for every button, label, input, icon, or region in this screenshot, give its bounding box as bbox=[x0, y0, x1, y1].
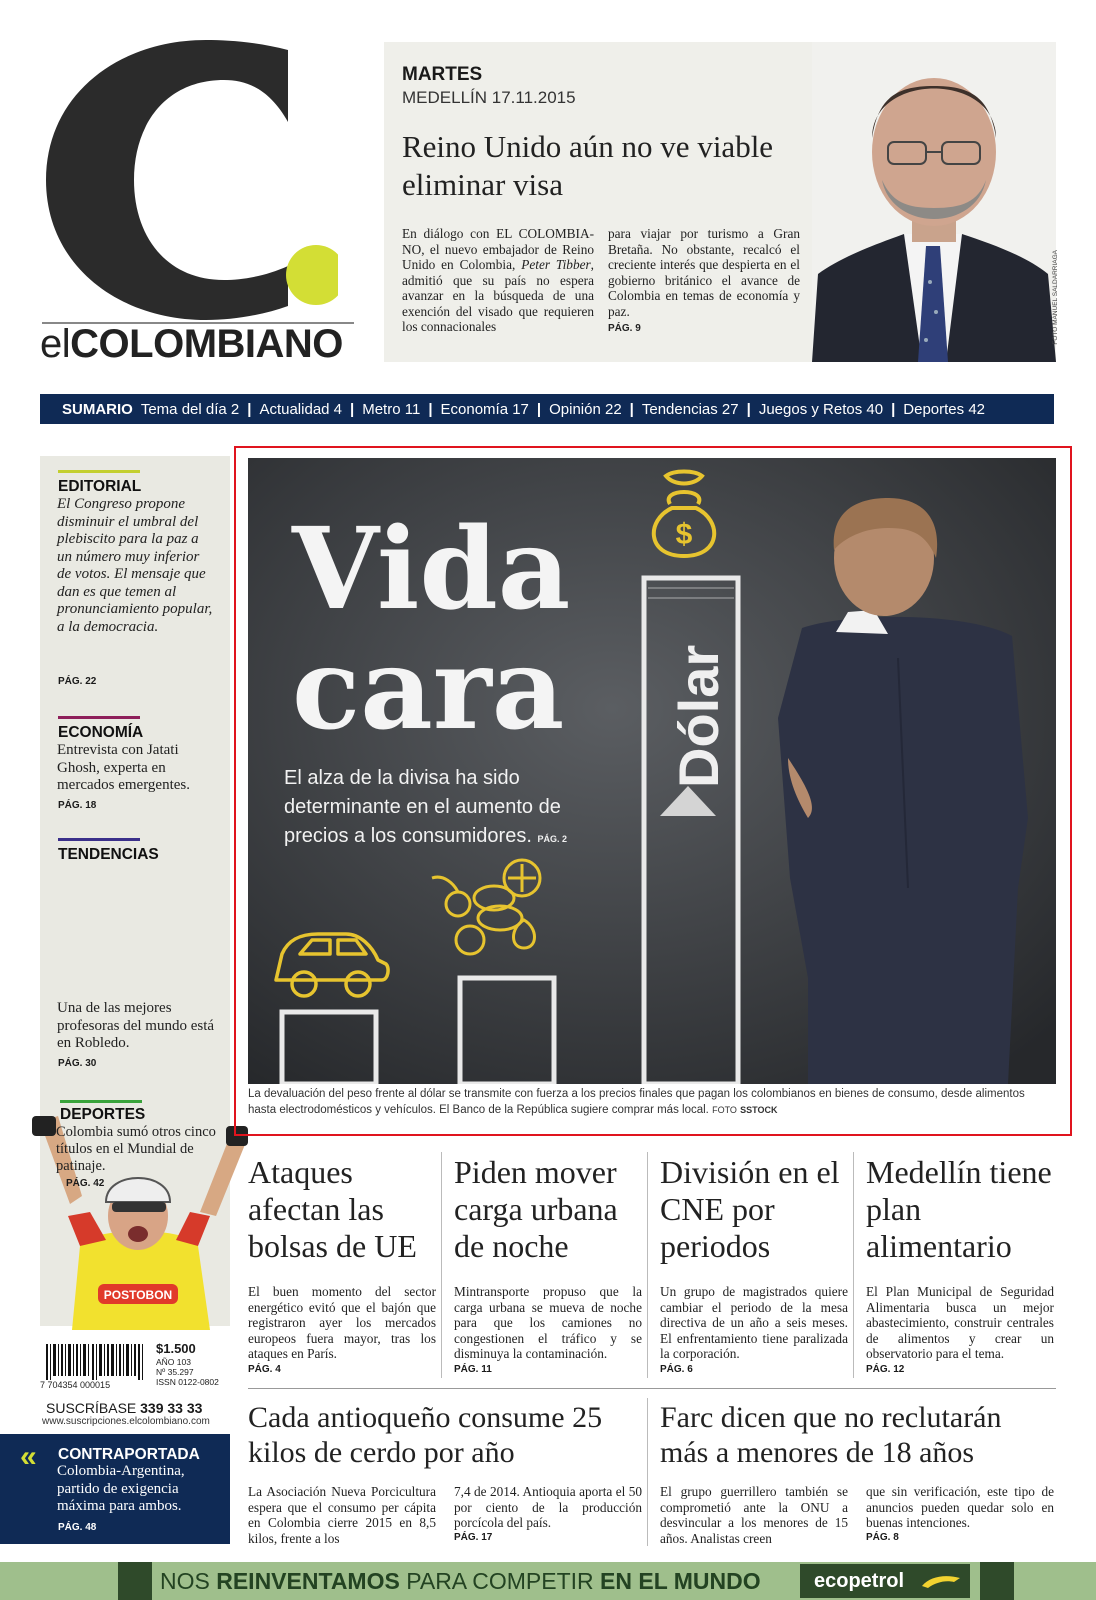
hero-caption bbox=[248, 1087, 1056, 1118]
hero-deck bbox=[284, 764, 624, 854]
economia-page[interactable]: PÁG. 18 bbox=[58, 800, 97, 811]
column-divider bbox=[853, 1152, 854, 1378]
hero-credit-prefix: FOTO bbox=[712, 1104, 737, 1115]
story-page[interactable]: PÁG. 17 bbox=[454, 1532, 493, 1543]
story-text: Mintransporte propuso que la carga urbana se mueva de noche para que los camiones no congestionen el tráfico y se disminuya la contaminación. bbox=[454, 1284, 642, 1361]
sumario-separator: | bbox=[536, 400, 542, 418]
subscribe-url[interactable]: www.suscripciones.elcolombiano.com bbox=[42, 1416, 210, 1427]
contraportada-text: Colombia-Argentina, partido de exigencia máxima para ambos. bbox=[57, 1463, 185, 1514]
column-divider bbox=[441, 1152, 442, 1378]
sumario-separator: | bbox=[350, 400, 355, 418]
sumario-separator: | bbox=[629, 400, 634, 418]
edition-number: Nº 35.297 bbox=[156, 1367, 194, 1377]
sumario-separator: | bbox=[746, 400, 751, 418]
banner-slogan bbox=[160, 1568, 761, 1595]
hero-deck-text: El alza de la divisa ha sido determinante en el aumento de precios a los consumidores. bbox=[284, 767, 561, 847]
story-headline[interactable]: Cada antioqueño consume 25 kilos de cerdo por año bbox=[248, 1401, 603, 1469]
ecopetrol-banner[interactable] bbox=[0, 1562, 1096, 1600]
story-text: El grupo guerrillero también se comprometió ante la ONU a desvincular a los menores de 15 años. Analistas creen bbox=[660, 1484, 848, 1546]
top-story-text-c: para viajar por turismo a Gran Bretaña. No obstante, recalcó el creciente interés que despierta en el gobierno británico el avance de Colombia en temas de economía y paz. bbox=[608, 226, 800, 319]
editorial-rule bbox=[58, 470, 140, 473]
story-text: Un grupo de magistrados quiere cambiar el periodo de la mesa directiva de un año a seis meses. El enfrentamiento tiene paralizada la corporación. bbox=[660, 1284, 848, 1361]
jersey-sponsor: POSTOBON bbox=[103, 1288, 173, 1302]
edition-dateline: MEDELLÍN 17.11.2015 bbox=[402, 88, 576, 107]
issn: ISSN 0122-0802 bbox=[156, 1377, 219, 1387]
brand-name[interactable] bbox=[40, 322, 343, 367]
hero-title-line1: Vida bbox=[292, 504, 571, 635]
dollar-symbol: $ bbox=[675, 518, 693, 551]
contraportada-page[interactable]: PÁG. 48 bbox=[58, 1522, 97, 1533]
sumario-separator: | bbox=[891, 400, 896, 418]
story-page[interactable]: PÁG. 8 bbox=[866, 1532, 899, 1543]
story-headline[interactable]: Farc dicen que no reclutarán más a menores de 18 años bbox=[660, 1401, 1002, 1469]
top-story-text-b: , admitió que su país no espera avanzar en la búsqueda de una exención del visado que requieren los connacionales bbox=[402, 257, 594, 334]
economia-label[interactable]: ECONOMÍA bbox=[58, 724, 144, 741]
iguana-icon bbox=[920, 1568, 964, 1594]
economia-text: Entrevista con Jatati Ghosh, experta en mercados emergentes. bbox=[57, 742, 191, 793]
tendencias-rule bbox=[58, 838, 140, 841]
brand-prefix: el bbox=[40, 322, 71, 366]
story-page[interactable]: PÁG. 4 bbox=[248, 1364, 281, 1375]
subscribe-line[interactable] bbox=[46, 1400, 202, 1416]
chevron-left-icon: « bbox=[20, 1440, 37, 1473]
contraportada-label: CONTRAPORTADA bbox=[58, 1446, 200, 1463]
economia-rule bbox=[58, 716, 140, 719]
top-story-headline[interactable]: Reino Unido aún no ve viable eliminar visa bbox=[402, 129, 774, 202]
sumario-item[interactable]: Economía 17 bbox=[440, 400, 529, 418]
story-headline[interactable]: Medellín tiene plan alimentario bbox=[866, 1154, 1052, 1264]
dollar-bar-label: Dólar bbox=[667, 644, 730, 788]
tendencias-label[interactable]: TENDENCIAS bbox=[58, 846, 159, 863]
brand-wordmark: COLOMBIANO bbox=[70, 322, 343, 366]
story-text: El Plan Municipal de Seguridad Alimentaria busca un mejor abastecimiento, construir centrales de alimentos y crear un observatorio para el tema. bbox=[866, 1284, 1054, 1361]
story-text: El buen momento del sector energético evitó que el bajón que registraron ayer los mercados europeos fuera mayor, tras los ataques en París. bbox=[248, 1284, 436, 1361]
subscribe-label: SUSCRÍBASE bbox=[46, 1400, 137, 1416]
sumario-separator: | bbox=[247, 400, 252, 418]
story-headline[interactable]: Ataques afectan las bolsas de UE bbox=[248, 1154, 417, 1264]
barcode-digits: 7 704354 000015 bbox=[40, 1380, 111, 1390]
teacher-photo-placeholder bbox=[40, 868, 230, 998]
deportes-page[interactable]: PÁG. 42 bbox=[66, 1178, 105, 1189]
deportes-text: Colombia sumó otros cinco títulos en el Mundial de patinaje. bbox=[56, 1124, 216, 1174]
story-text: La Asociación Nueva Porcicultura espera que el consumo per cápita en Colombia cierre 2015 en 8,5 kilos, frente a los bbox=[248, 1484, 436, 1546]
row-divider bbox=[248, 1388, 1056, 1389]
sumario-label: SUMARIO bbox=[62, 400, 133, 418]
cover-price: $1.500 bbox=[156, 1341, 196, 1356]
top-story-col2 bbox=[608, 226, 800, 337]
banner-stripe bbox=[118, 1562, 152, 1600]
banner-slogan-1: NOS bbox=[160, 1568, 210, 1594]
sumario-item[interactable]: Opinión 22 bbox=[549, 400, 622, 418]
sumario-item[interactable]: Tema del día 2 bbox=[140, 400, 240, 418]
deportes-label[interactable]: DEPORTES bbox=[60, 1106, 146, 1123]
ambassador-name: Peter Tibber bbox=[521, 257, 591, 272]
banner-slogan-3: PARA COMPETIR bbox=[406, 1568, 594, 1594]
editorial-text: El Congreso propone disminuir el umbral del plebiscito para la paz a un número muy inferior de votos. El mensaje que dan es que temen al pronunciamiento popular, a la democracia. bbox=[57, 496, 213, 635]
column-divider bbox=[647, 1398, 648, 1546]
banner-slogan-2: REINVENTAMOS bbox=[216, 1568, 400, 1594]
portrait-credit: FOTO MANUEL SALDARRIAGA bbox=[1052, 250, 1059, 345]
hero-page[interactable]: PÁG. 2 bbox=[537, 834, 567, 844]
ambassador-portrait bbox=[812, 42, 1056, 362]
top-story-text-a: En diálogo con EL COLOMBIA-NO, el nuevo embajador de Reino Unido en Colombia, bbox=[402, 226, 594, 272]
editorial-page[interactable]: PÁG. 22 bbox=[58, 676, 97, 687]
sumario-item[interactable]: Juegos y Retos 40 bbox=[758, 400, 884, 418]
top-story-page[interactable]: PÁG. 9 bbox=[608, 323, 641, 334]
edition-year: AÑO 103 bbox=[156, 1357, 191, 1367]
story-page[interactable]: PÁG. 11 bbox=[454, 1364, 492, 1375]
sumario-bar bbox=[40, 394, 1054, 424]
tendencias-text: Una de las mejores profesoras del mundo está en Robledo. bbox=[57, 1000, 215, 1051]
subscribe-phone: 339 33 33 bbox=[140, 1400, 203, 1416]
story-text: que sin verificación, este tipo de anuncios pueden quedar solo en buenas intenciones. bbox=[866, 1484, 1054, 1530]
sumario-item[interactable]: Metro 11 bbox=[362, 400, 421, 418]
deportes-rule bbox=[60, 1100, 142, 1103]
hero-caption-text: La devaluación del peso frente al dólar se transmite con fuerza a los precios finales que pagan los colombianos en bienes de consumo, desde alimentos hasta electrodomésticos y vehículos. El Banco de la República sugiere comprar más local. bbox=[248, 1088, 1025, 1116]
banner-stripe bbox=[980, 1562, 1014, 1600]
story-headline[interactable]: Piden mover carga urbana de noche bbox=[454, 1154, 618, 1264]
tendencias-page[interactable]: PÁG. 30 bbox=[58, 1058, 97, 1069]
logo-c-mark bbox=[38, 40, 338, 320]
story-page[interactable]: PÁG. 6 bbox=[660, 1364, 693, 1375]
top-story-col1 bbox=[402, 226, 594, 335]
hero-credit: SSTOCK bbox=[740, 1104, 778, 1115]
logo-dot bbox=[286, 245, 338, 305]
sumario-item[interactable]: Tendencias 27 bbox=[641, 400, 739, 418]
banner-slogan-4: EN EL MUNDO bbox=[600, 1568, 761, 1594]
editorial-label[interactable]: EDITORIAL bbox=[58, 478, 142, 495]
hero-title-line2: cara bbox=[292, 624, 565, 755]
sumario-item[interactable]: Deportes 42 bbox=[903, 400, 985, 418]
story-headline[interactable]: División en el CNE por periodos bbox=[660, 1154, 840, 1264]
story-page[interactable]: PÁG. 12 bbox=[866, 1364, 905, 1375]
sumario-separator: | bbox=[428, 400, 433, 418]
sumario-item[interactable]: Actualidad 4 bbox=[259, 400, 343, 418]
ecopetrol-logo: ecopetrol bbox=[814, 1570, 905, 1592]
edition-day: MARTES bbox=[402, 64, 483, 85]
story-text: 7,4 de 2014. Antioquia aporta el 50 por ciento de la producción porcícola del país. bbox=[454, 1484, 642, 1530]
